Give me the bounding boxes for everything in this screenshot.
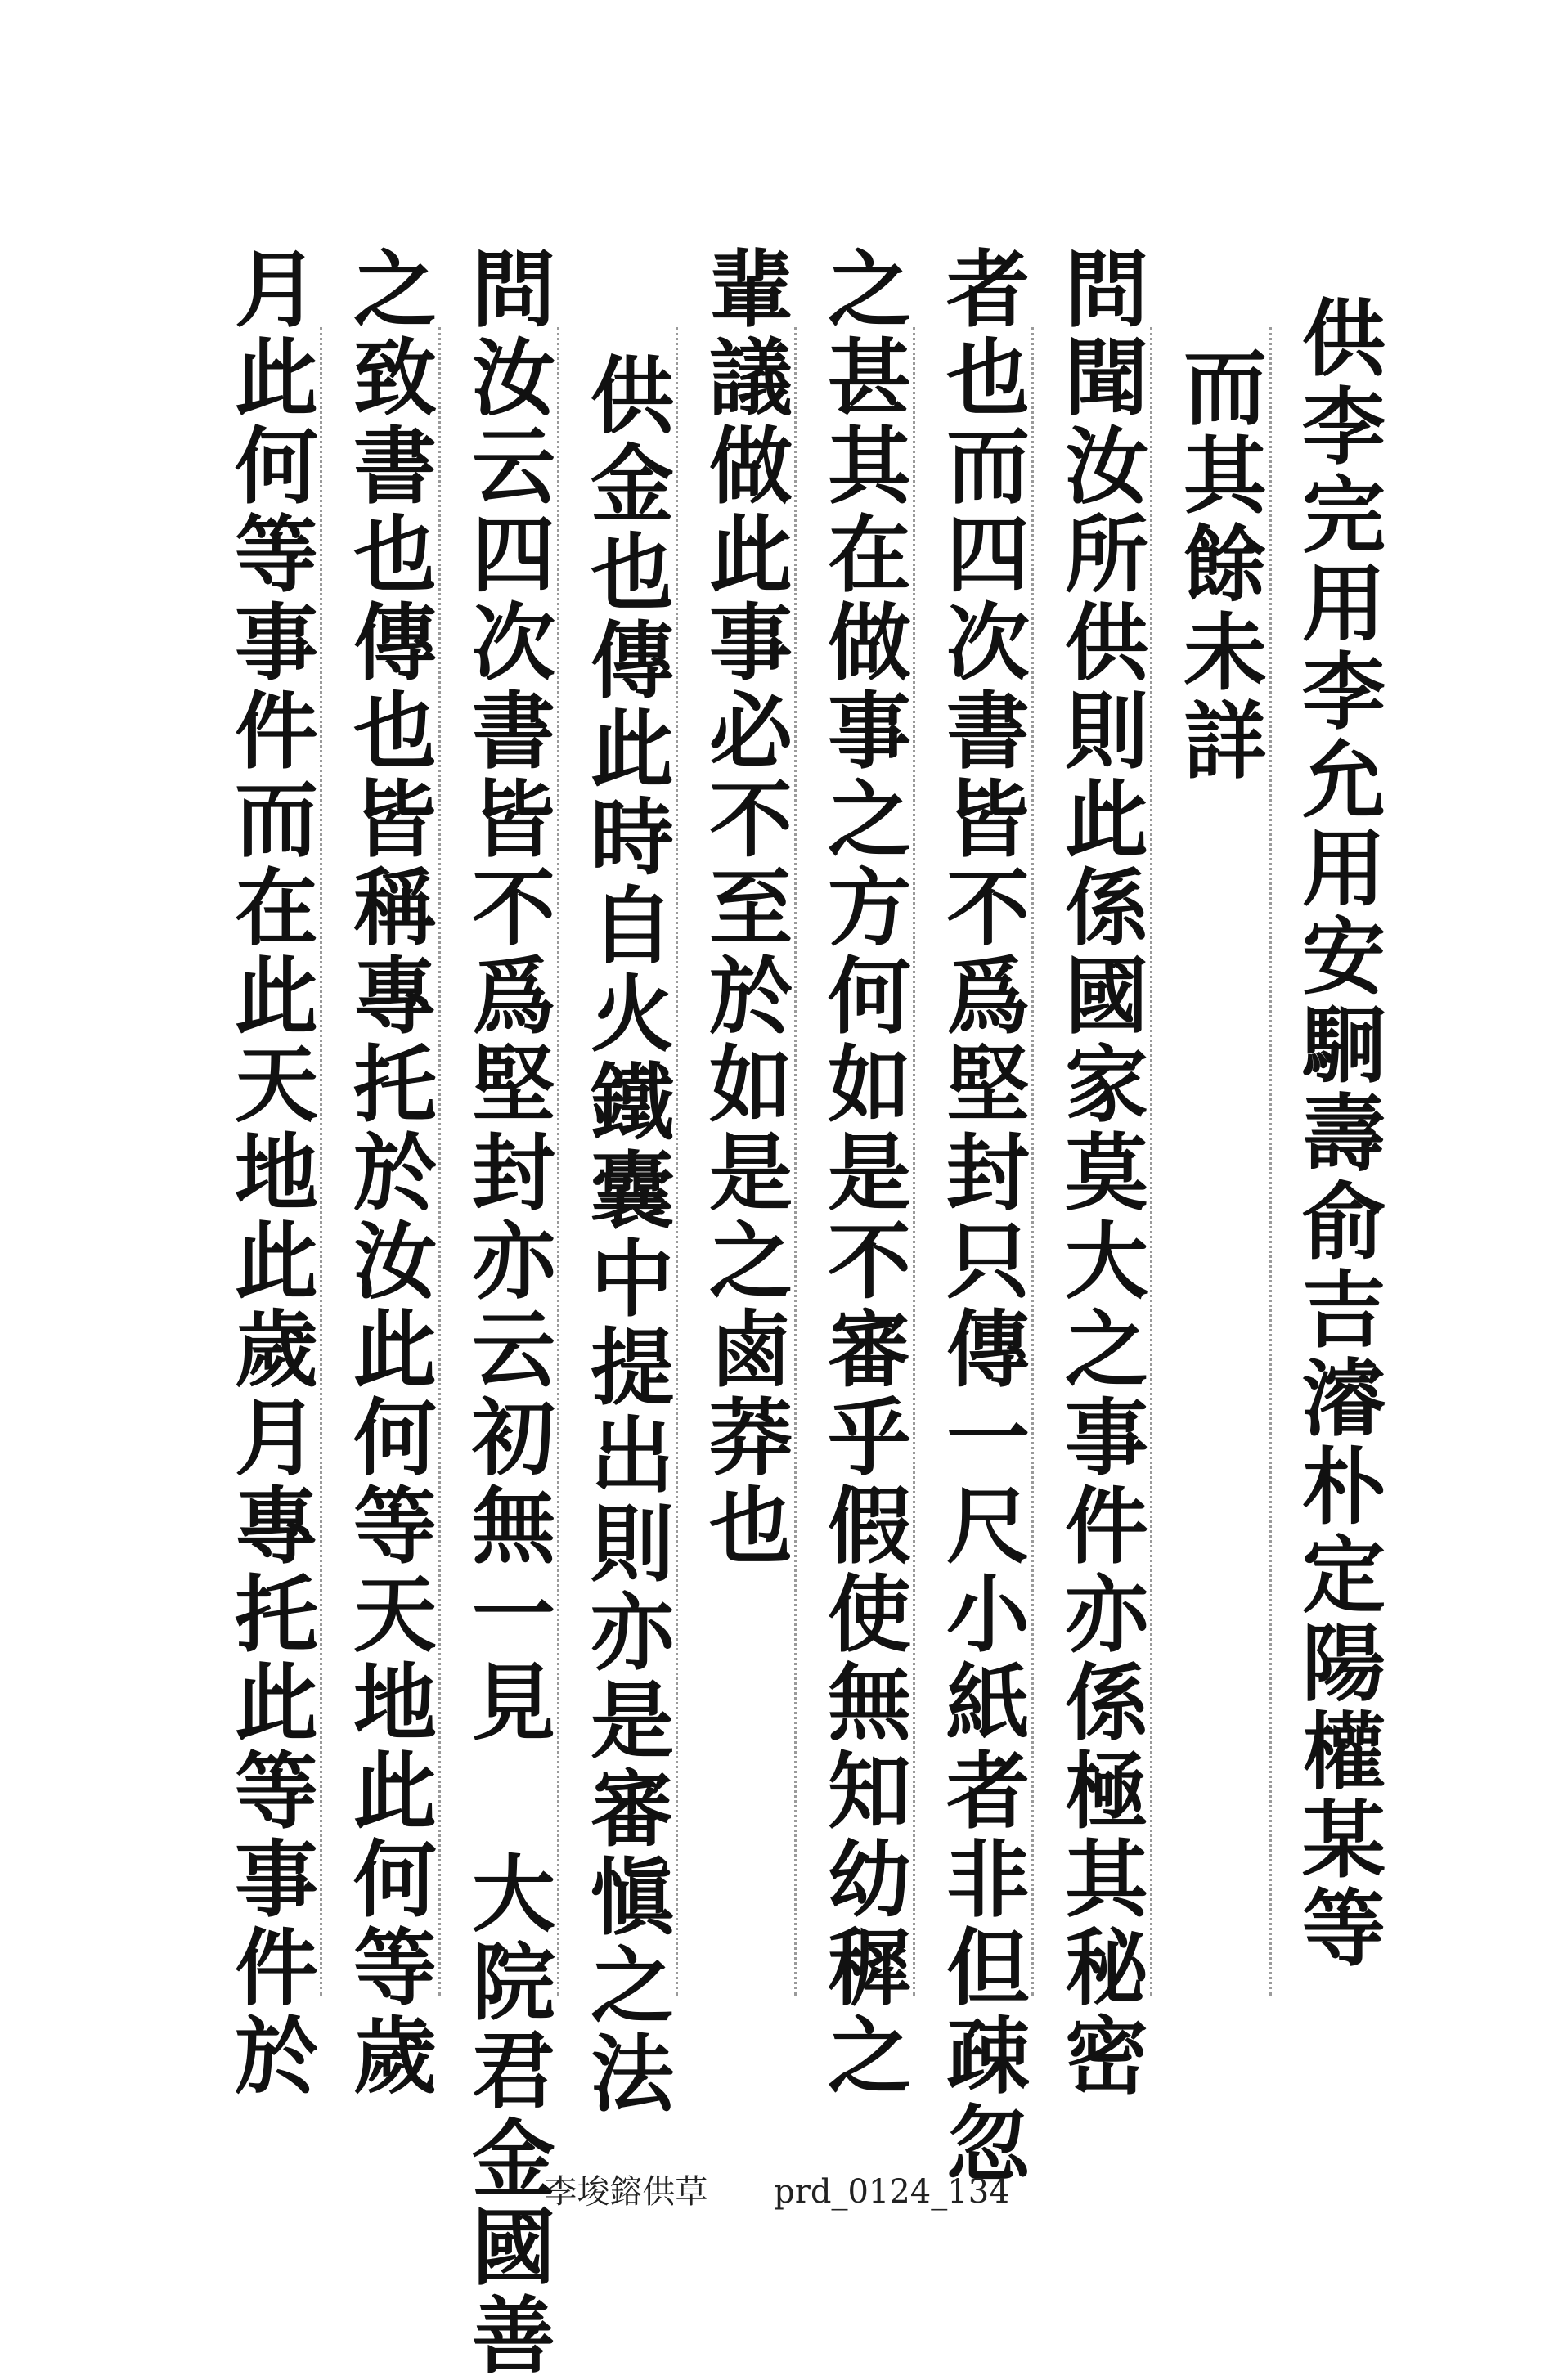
text-column-6: 輩議做此事必不至於如是之鹵莽也	[695, 245, 793, 1570]
text-column-8: 問汝云四次書皆不爲堅封亦云初無一見 大院君金國善	[458, 245, 556, 2380]
footer-title: 李埈鎔供草	[544, 2173, 708, 2211]
footer-code: prd_0124_134	[774, 2173, 1010, 2211]
text-column-1: 供李完用李允用安駉壽俞吉濬朴定陽權某等	[1288, 294, 1386, 1973]
text-column-7: 供金也傳此時自火鐵囊中提出則亦是審愼之法	[577, 352, 675, 2118]
text-column-4: 者也而四次書皆不爲堅封只傳一尺小紙者非但疎忽	[932, 245, 1031, 2189]
page-footer	[0, 2166, 1554, 2212]
text-column-10: 月此何等事件而在此天地此歲月專托此等事件於	[221, 245, 319, 2100]
text-column-3: 問聞汝所供則此係國家莫大之事件亦係極其秘密	[1051, 245, 1149, 2100]
text-column-5: 之甚其在做事之方何如是不審乎假使無知幼穉之	[814, 245, 912, 2100]
text-column-9: 之致書也傳也皆稱專托於汝此何等天地此何等歲	[339, 245, 438, 2100]
text-column-2: 而其餘未詳	[1170, 344, 1268, 785]
